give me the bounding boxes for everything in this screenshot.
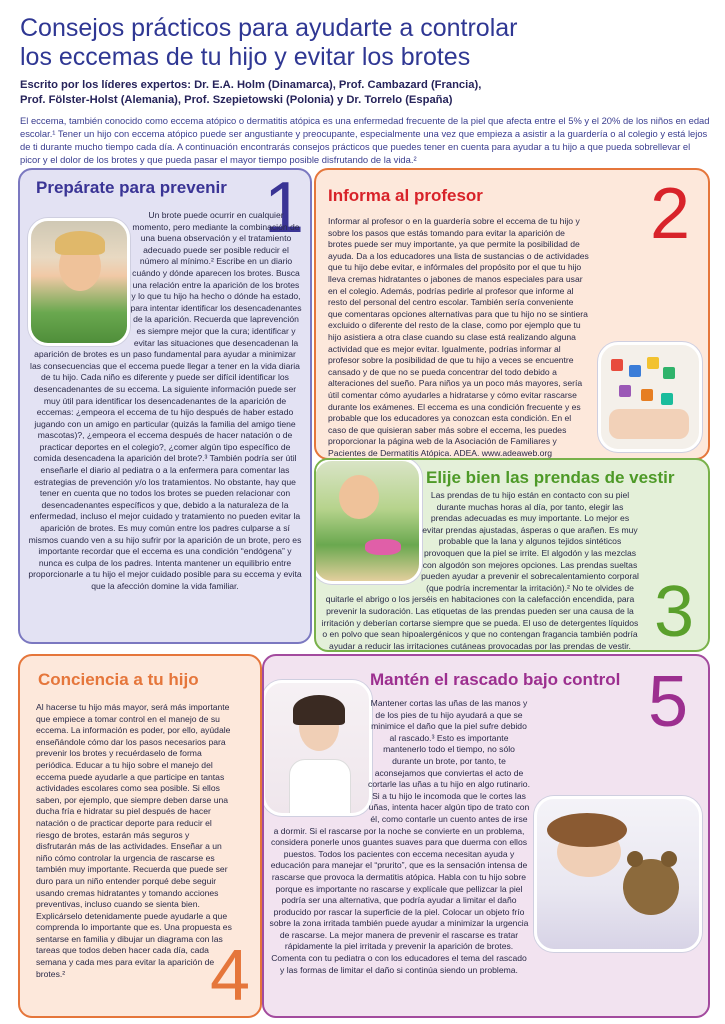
section-4-text: Al hacerse tu hijo más mayor, será más importante que empiece a tomar control en el manejo de su eccema. La información es poder, por ello, ayúdale enseñándole cómo dar los pasos necesarios para prevenir los brotes y recuérdaselo de forma periódica. Educar a tu hijo sobre el manejo del eccema puede ayudarle a que participe en tantas actividades escolares como sea posible. Si ellos saben, por ejemplo, que siempre deben darse una ducha fría e hidratar su piel después de hacer natación o de practicar deporte para reducir el riesgo de brotes, estarán más seguros y disfrutarán más de las actividades. Enseñar a un niño cómo controlar la urgencia de rascarse es también muy importante. Recuerda que puede ser duro para un niño entender porqué debe seguir usando cremas hidratantes y tomando acciones preventivas, incluso cuando se sienta bien. Explicárselo detenidamente puede ayudarle a que comprenda lo importante que es. Una propuesta es sentarse en familia y dibujar un diagrama con las tareas que todos deben hacer cada día, cada semana y cada mes para evitar la aparición de brotes.² xyxy=(36,702,232,979)
section-1-number: 1 xyxy=(263,168,304,248)
section-3-title: Elije bien las prendas de vestir xyxy=(426,468,675,487)
section-3-text: Las prendas de tu hijo están en contacto con su piel durante muchas horas al día, por tanto, elegir las prendas adecuadas es muy importante. Lo mejor es evitar prendas ajustadas, ásperas o que arañen. Es muy probable que la lana y algunos tejidos sintéticos provoquen que la piel se irrite. El algodón y las mezclas con algodón son mejores opciones. Las prendas sueltas pueden ayudar a prevenir el sobrecalentamiento corporal (que podría incrementar la irritación).² No te olvides de quitarle el abrigo o los jerséis en habitaciones con la calefacción encendida, para prevenir la sudoración. Las etiquetas de las prendas pueden ser una causa de la irritación y deberían cortarse siempre que se pueda. El uso de detergentes líquidos o en polvo que sean hipoalergénicos y que no contengan fragancia también podría ayudar a reducir las irritaciones cutáneas provocadas por las prendas de vestir. xyxy=(321,490,639,651)
section-3-number: 3 xyxy=(653,572,694,652)
section-5-body xyxy=(268,698,530,976)
section-3-panel xyxy=(314,458,710,652)
experts-line-2: Prof. Fölster-Holst (Alemania), Prof. Szepietowski (Polonia) y Dr. Torrelo (España) xyxy=(20,94,453,106)
section-5-number: 5 xyxy=(647,662,688,742)
section-3-body xyxy=(320,490,700,652)
page-title xyxy=(20,14,710,72)
title-line-2: los eccemas de tu hijo y evitar los brotes xyxy=(20,43,471,71)
section-5-text: Mantener cortas las uñas de las manos y de los pies de tu hijo ayudará a que se minimice el daño que la piel sufre debido al rascado.³ Esto es importante mantenerlo todo el tiempo, no sólo durante un brote, por tanto, te aconsejamos que conviertas el acto de cortarle las uñas a tu hijo en algo rutinario. Si a tu hijo le incomoda que le cortes las uñas, intenta hacer algún tipo de trato con él, como contarle un cuento antes de irse a dormir. Si el rascarse por la noche se convierte en un problema, considera ponerle unos guantes suaves para que duerma con ellos puestos. Todos los pacientes con eccema necesitan ayuda y educación para manejar el “prurito”, que es la sensación intensa de rascarse que provoca la dermatitis atópica. Habla con tu hijo sobre porque es importante no rascarse y explícale que pellizcar la piel podría ser una alternativa, que podría ayudar a limitar el daño producido por rascar la superficie de la piel. Colocar un objeto frío sobre la zona irritada también puede ayudar a minimizar la urgencia de rascarse. La mejor manera de prevenir el rascarse es tratar rápidamente la piel irritada y prevenir la aparición de brotes. Comenta con tu pediatra o con los educadores el tema del rascado y las formas de limitar el daño si continúa siendo un problema. xyxy=(269,698,530,975)
section-5-title: Mantén el rascado bajo control xyxy=(370,670,621,689)
section-2-title: Informa al profesor xyxy=(328,186,483,205)
experts-line-1: Escrito por los líderes expertos: Dr. E.A. Holm (Dinamarca), Prof. Cambazard (Francia), xyxy=(20,79,482,91)
section-4-title: Conciencia a tu hijo xyxy=(38,670,199,689)
section-1-title: Prepárate para prevenir xyxy=(36,178,227,197)
intro-paragraph: El eccema, también conocido como eccema atópico o dermatitis atópica es una enfermedad frecuente de la piel que afecta entre el 5% y el 20% de los niños en edad escolar.¹ Tener un hijo con eccema atópico puede ser angustiante y preocupante, especialmente una vez que empieza a asistir a la guardería o al colegio y está lejos de ti durante mucho tiempo cada día. A continuación encontrarás consejos prácticos que puedes tener en cuenta para ayudar a tu hijo a que pueda sobrellevar el picor y el dolor de los brotes y que pueda pasar el mayor tiempo posible disfrutando de la vida.² xyxy=(20,115,710,165)
section-5-panel xyxy=(262,654,710,1018)
title-line-1: Consejos prácticos para ayudarte a controlar xyxy=(20,14,518,42)
section-4-body xyxy=(36,702,232,980)
section-2-panel xyxy=(314,168,710,460)
section-4-panel xyxy=(18,654,262,1018)
section-2-number: 2 xyxy=(649,174,690,254)
section-1-panel xyxy=(18,168,312,644)
section-2-text: Informar al profesor o en la guardería sobre el eccema de tu hijo y sobre los pasos que estás tomando para evitar la aparición de brotes puede ser muy importante, ya que permite la posibilidad de ayuda. Da a los educadores una lista de sustancias o de actividades que tu hijo debe evitar, e infórmales del propósito por el que tu hijo lleva cremas hidratantes o jabones de manos especiales para usar en el colegio. Además, podrías pedirle al profesor que informe al resto del personal del centro escolar. También sería conveniente que comentaras opciones alternativas para que tu hijo no se sintiera excluido o diferente del resto de la clase, como por ejemplo que tu hijo asistiera a otra clase cuando su clase está realizando alguna actividad que es mejor evitar. Igualmente, podrías informar al profesor sobre la posibilidad de que tu hijo a veces se encuentre cansado y de que no se pueda concentrar del todo debido a alteraciones del sueño. Para niños ya un poco más mayores, sería útil comentar cómo ayudarles a hidratarse y cómo evitar rascarse durante los exámenes. El eccema es una condición frecuente y es probable que los educadores ya conozcan esta condición. En el caso de que quisieran saber más sobre el eccema, les puedes proporcionar la página web de la Asociación de Familiares y Pacientes de Dermatitis Atópica. ADEA. www.adeaweb.org xyxy=(328,216,589,458)
experts-credits xyxy=(20,78,710,108)
photo-girl-sleeping-teddy xyxy=(534,796,702,952)
photo-alphabet-letters xyxy=(598,342,702,452)
section-4-number: 4 xyxy=(209,936,250,1016)
section-1-body xyxy=(28,210,302,593)
section-1-text: Un brote puede ocurrir en cualquier momento, pero mediante la combinación de una buena observación y el tratamiento adecuado puede ser posible reducir el número al mínimo.² Escribe en un diario cuándo y dónde aparecen los brotes. Busca una relación entre la aparición de los brotes y lo que tu hijo ha hecho o dónde ha estado, para intentar identificar los desencadenantes de la aparición. Recuerda que laprevención es siempre mejor que la cura; identificar y evitar las situaciones que desencadenan la aparición de brotes es un paso fundamental para ayudar a minimizar las consecuencias que el eccema puede llegar a tener en la vida diaria de tu hijo. Cada niño es diferente y puede ser difícil identificar los desencadenantes de su eccema. La siguiente información puede ser muy útil para identificar los desencadenantes de la aparición de eccemas: ¿empeora el eccema de tu hijo después de haber estado jugando con un amigo en particular (quizás la familia del amigo tiene mascotas)?, ¿empeora el eccema después de hacer natación o de practicar deportes en el colegio?, ¿comer algún tipo específico de comida desencadena la aparición del brote?.³ También podría ser útil enseñarle el diario al pediatra o a la enfermera para comentar las estrategias de prevención y/o los tratamientos. No obstante, hay que tener en cuenta que no todos los brotes se pueden relacionar con desencadenantes específicos y que, debido a la naturaleza de la enfermedad, incluso el mejor cuidado y tratamiento no pueden evitar la aparición de brotes. Es muy común entre los padres culparse a sí mismos cuando ven a su hijo sufrir por la aparición de un brote, pero es importante recordar que el eccema es una condición “endógena” y nunca es culpa de los padres. Intenta mantener un equilibrio entre proporcionarle a tu hijo el mejor cuidado posible para su eccema y evita que la afección domine la vida familiar. xyxy=(28,210,302,591)
